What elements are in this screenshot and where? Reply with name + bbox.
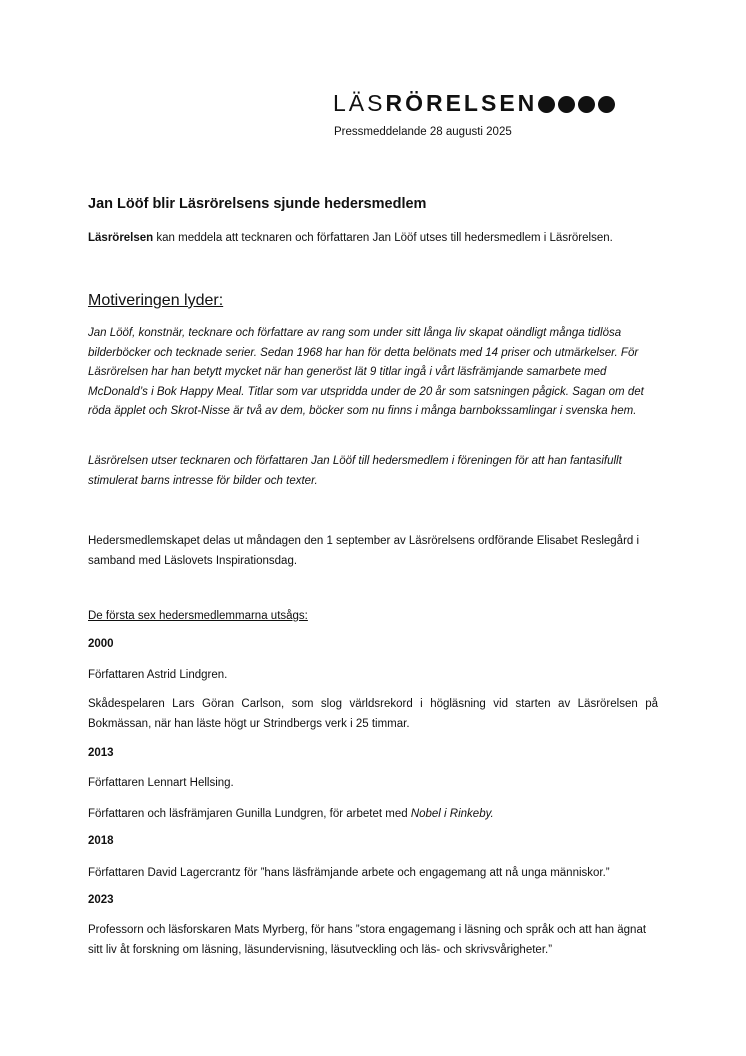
year-heading: 2013: [88, 747, 114, 759]
book-title: Nobel i Rinkeby.: [410, 808, 494, 820]
member-entry: Författaren Astrid Lindgren.: [88, 669, 228, 681]
year-heading: 2018: [88, 835, 114, 847]
logo-text-bold: RÖRELSEN: [385, 90, 538, 116]
logo-dot-icon: [538, 96, 555, 113]
member-entry: Professorn och läsforskaren Mats Myrberg, för hans ”stora engagemang i läsning och språk och att han ägnat sitt liv åt forskning om läsning, läsundervisning, läsutveckling och läs- och skrivsvårigheter.”: [88, 924, 647, 956]
motivation-paragraph-2: Läsrörelsen utser tecknaren och författaren Jan Lööf till hedersmedlem i föreningen för att han fantasifullt stimulerat barns intresse för bilder och texter.: [88, 455, 622, 487]
logo-dot-icon: [558, 96, 575, 113]
member-entry: [88, 805, 658, 825]
year-heading: 2023: [88, 894, 114, 906]
intro-paragraph: [88, 229, 658, 249]
member-entry: Författaren David Lagercrantz för ”hans läsfrämjande arbete och engagemang att nå unga människor.”: [88, 867, 610, 879]
intro-text: kan meddela att tecknaren och författaren Jan Lööf utses till hedersmedlem i Läsrörelsen.: [153, 232, 613, 244]
logo-dot-icon: [598, 96, 615, 113]
motivation-heading: Motiveringen lyder:: [88, 292, 224, 309]
member-entry: Skådespelaren Lars Göran Carlson, som slog världsrekord i högläsning vid starten av Läsrörelsen på Bokmässan, när han läste högt ur Strindbergs verk i 25 timmar.: [88, 698, 658, 730]
member-entry-text: Författaren och läsfrämjaren Gunilla Lundgren, för arbetet med: [88, 808, 411, 820]
intro-bold: Läsrörelsen: [88, 232, 154, 244]
year-heading: 2000: [88, 638, 114, 650]
logo-text-light: LÄS: [333, 90, 386, 116]
logo-dots: [538, 92, 618, 118]
press-release-date: Pressmeddelande 28 augusti 2025: [334, 126, 512, 138]
page-title: Jan Lööf blir Läsrörelsens sjunde hedersmedlem: [88, 196, 427, 212]
motivation-paragraph-1: Jan Lööf, konstnär, tecknare och författare av rang som under sitt långa liv skapat oändligt många tidlösa bilderböcker och tecknade serier. Sedan 1968 har han för detta belönats med 14 priser och utmärkelser. För Läsrörelsen har han betytt mycket när han generöst lät 9 titlar ingå i vårt läsfrämjande samarbete med McDonald’s i Bok Happy Meal. Titlar som var utspridda under de 20 år som satsningen pågick. Sagan om det röda äpplet och Skrot-Nisse är två av dem, böcker som nu finns i många barnbokssamlingar i svenska hem.: [88, 327, 644, 417]
member-entry: Författaren Lennart Hellsing.: [88, 777, 234, 789]
logo-dot-icon: [578, 96, 595, 113]
ceremony-paragraph: Hedersmedlemskapet delas ut måndagen den 1 september av Läsrörelsens ordförande Elisabet Reslegård i samband med Läslovets Inspirationsdag.: [88, 535, 640, 567]
logo: [333, 90, 618, 118]
members-list-heading: De första sex hedersmedlemmarna utsågs:: [88, 610, 308, 622]
